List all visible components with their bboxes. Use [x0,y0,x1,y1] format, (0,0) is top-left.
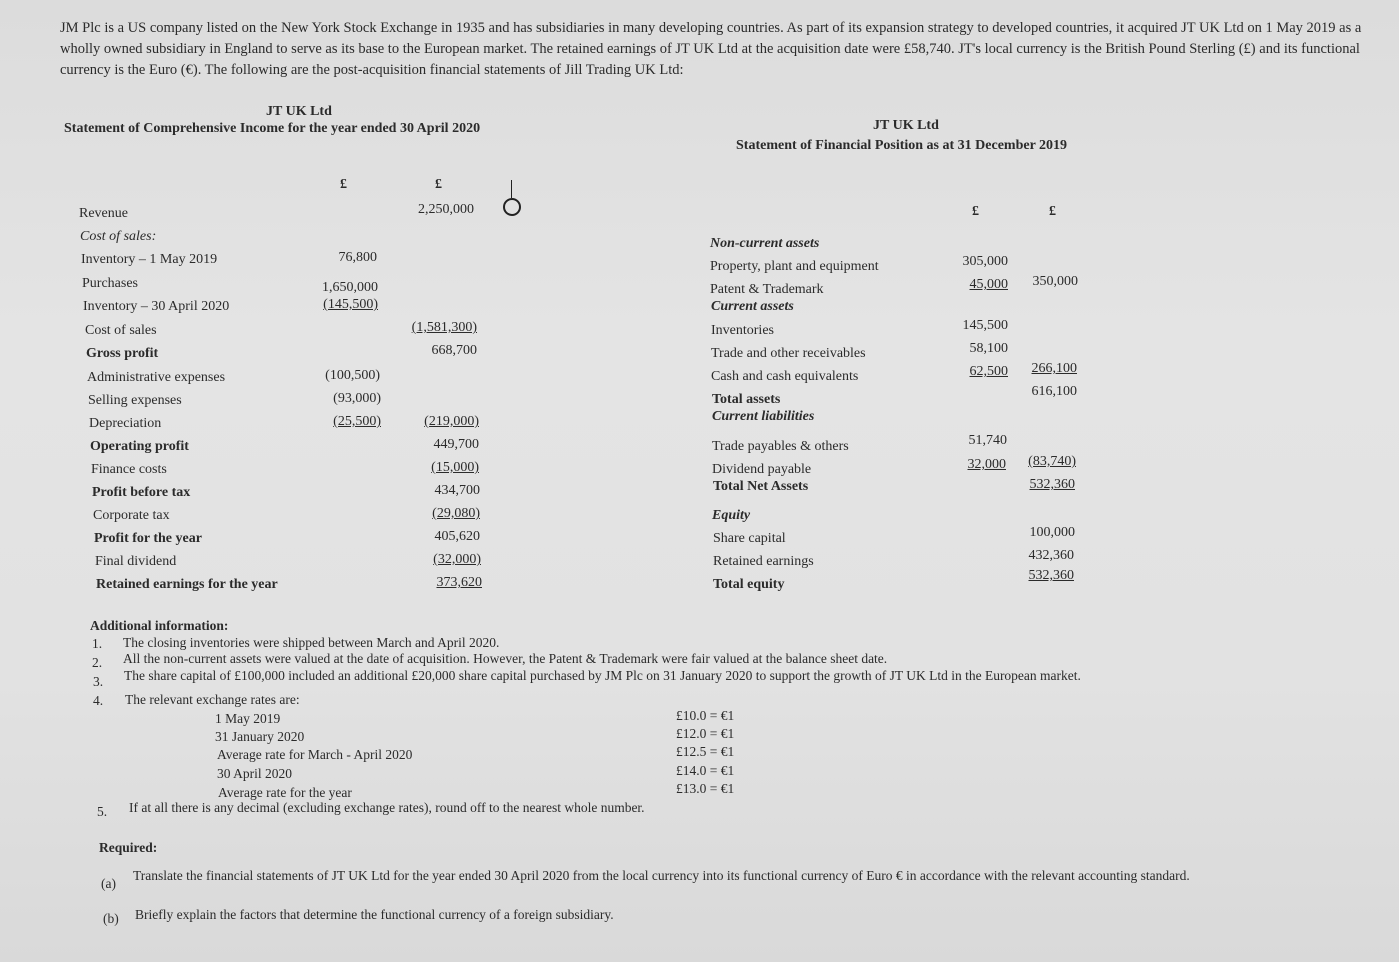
soci-row-c2: (219,000) [424,414,479,429]
rate-value: £10.0 = €1 [676,708,735,723]
additional-item-num: 1. [92,636,103,651]
sofp-row-c2: 616,100 [1031,384,1077,399]
rate-date: 30 April 2020 [217,766,293,781]
additional-item-text: If at all there is any decimal (excluding exchange rates), round off to the nearest whole number. [129,800,645,815]
soci-row-c2: 449,700 [433,437,479,452]
sofp-row-c2: 532,360 [1029,477,1075,492]
rate-date: 31 January 2020 [215,729,305,744]
soci-row-label: Inventory – 30 April 2020 [83,299,230,314]
sofp-row-label: Current assets [711,299,794,314]
sofp-row-label: Total equity [713,577,785,592]
soci-row-label: Retained earnings for the year [96,577,278,592]
sofp-row-label: Patent & Trademark [710,282,824,297]
intro-paragraph: JM Plc is a US company listed on the New York Stock Exchange in 1935 and has subsidiaries in many developing countries. As part of its expansion strategy to developed countries, it acquired JT UK Ltd on 1 May 2019 as a wholly owned subsidiary in England to serve as its base to the European market. The retained earnings of JT UK Ltd at the acquisition date were £58,740. JT's local currency is the British Pound Sterling (£) and its functional currency is the Euro (€). The following are the post-acquisition financial statements of Jill Trading UK Ltd: [60,20,1362,78]
sofp-row-c2: 266,100 [1031,361,1077,376]
soci-row-label: Selling expenses [88,393,182,408]
additional-item-text: The share capital of £100,000 included an additional £20,000 share capital purchased by JM Plc on 31 January 2020 to support the growth of JT UK Ltd in the European market. [124,668,1081,683]
sofp-row-c2: 100,000 [1029,525,1075,540]
sofp-col1-header: £ [972,204,979,219]
soci-row-c2: 2,250,000 [418,202,474,217]
soci-row-c1: (100,500) [325,368,380,383]
sofp-row-label: Non-current assets [710,236,820,251]
sofp-title: Statement of Financial Position as at 31 December 2019 [736,138,1068,153]
rate-value: £12.5 = €1 [676,744,735,759]
soci-company: JT UK Ltd [266,104,332,119]
soci-row-c1: 76,800 [338,250,377,265]
additional-item-num: 4. [93,693,104,708]
sofp-row-label: Equity [712,508,751,523]
sofp-row-label: Retained earnings [713,554,814,569]
soci-row-c2: 373,620 [436,575,482,590]
soci-col1-header: £ [340,177,347,192]
sofp-row-label: Share capital [713,531,786,546]
rate-value: £12.0 = €1 [676,726,735,741]
soci-col2-header: £ [435,177,442,192]
required-b-label: (b) [103,911,119,926]
soci-row-c2: (15,000) [431,460,479,475]
sofp-row-label: Inventories [711,323,774,338]
additional-item-num: 3. [93,674,104,689]
sofp-row-c1: 32,000 [967,457,1006,472]
soci-row-label: Gross profit [86,346,159,361]
pen-mark [511,180,512,198]
rate-value: £14.0 = €1 [676,763,735,778]
sofp-row-label: Property, plant and equipment [710,259,879,274]
rate-date: Average rate for March - April 2020 [217,747,413,762]
pen-mark-circle [503,198,521,216]
soci-row-label: Operating profit [90,439,189,454]
sofp-row-label: Current liabilities [712,409,815,424]
additional-item-num: 5. [97,804,108,819]
soci-row-c1: 1,650,000 [322,280,378,295]
soci-row-c2: 434,700 [434,483,480,498]
additional-item-text: The closing inventories were shipped between March and April 2020. [123,635,500,650]
sofp-col2-header: £ [1049,204,1056,219]
sofp-row-label: Dividend payable [712,462,812,477]
additional-item-text: The relevant exchange rates are: [125,692,300,707]
sofp-row-c1: 145,500 [962,318,1008,333]
required-a-label: (a) [101,876,116,891]
soci-row-label: Profit for the year [94,531,202,546]
required-a-text: Translate the financial statements of JT UK Ltd for the year ended 30 April 2020 from the local currency into its functional currency of Euro € in accordance with the relevant accounting standard. [133,868,1190,883]
sofp-row-c1: 58,100 [969,341,1008,356]
sofp-row-c1: 305,000 [962,254,1008,269]
rate-date: Average rate for the year [218,785,352,800]
soci-row-c2: (32,000) [433,552,481,567]
soci-row-c1: (93,000) [333,391,381,406]
sofp-row-c1: 45,000 [969,277,1008,292]
additional-heading: Additional information: [90,618,229,633]
soci-row-c2: (29,080) [432,506,480,521]
required-b-text: Briefly explain the factors that determine the functional currency of a foreign subsidiary. [135,907,614,922]
soci-title: Statement of Comprehensive Income for the year ended 30 April 2020 [64,121,481,136]
soci-row-label: Profit before tax [92,485,191,500]
soci-row-label: Inventory – 1 May 2019 [81,252,218,267]
sofp-row-label: Trade payables & others [712,439,849,454]
sofp-row-c2: 350,000 [1032,274,1078,289]
sofp-row-c1: 62,500 [969,364,1008,379]
sofp-row-c1: 51,740 [968,433,1007,448]
sofp-row-label: Total Net Assets [713,479,809,494]
additional-item-text: All the non-current assets were valued at the date of acquisition. However, the Patent & Trademark were fair valued at the balance sheet date. [123,651,888,666]
sofp-row-c2: 432,360 [1028,548,1074,563]
soci-row-label: Depreciation [89,416,162,431]
sofp-row-c2: 532,360 [1028,568,1074,583]
soci-row-label: Cost of sales: [80,229,157,244]
soci-row-c1: (145,500) [323,297,378,312]
soci-row-c1: (25,500) [333,414,381,429]
required-heading: Required: [99,840,158,855]
soci-row-c2: (1,581,300) [411,320,477,335]
soci-row-label: Cost of sales [85,323,157,338]
soci-row-c2: 405,620 [434,529,480,544]
rate-date: 1 May 2019 [215,711,281,726]
soci-row-label: Revenue [79,206,128,221]
additional-item-num: 2. [92,655,103,670]
sofp-row-label: Trade and other receivables [711,346,866,361]
soci-row-label: Final dividend [95,554,177,569]
sofp-company: JT UK Ltd [873,118,939,133]
sofp-row-label: Cash and cash equivalents [711,369,859,384]
soci-row-label: Finance costs [91,462,167,477]
soci-row-label: Corporate tax [93,508,170,523]
soci-row-label: Administrative expenses [87,370,226,385]
rate-value: £13.0 = €1 [676,781,735,796]
sofp-row-label: Total assets [712,392,781,407]
soci-row-label: Purchases [82,276,138,291]
soci-row-c2: 668,700 [431,343,477,358]
sofp-row-c2: (83,740) [1028,454,1076,469]
